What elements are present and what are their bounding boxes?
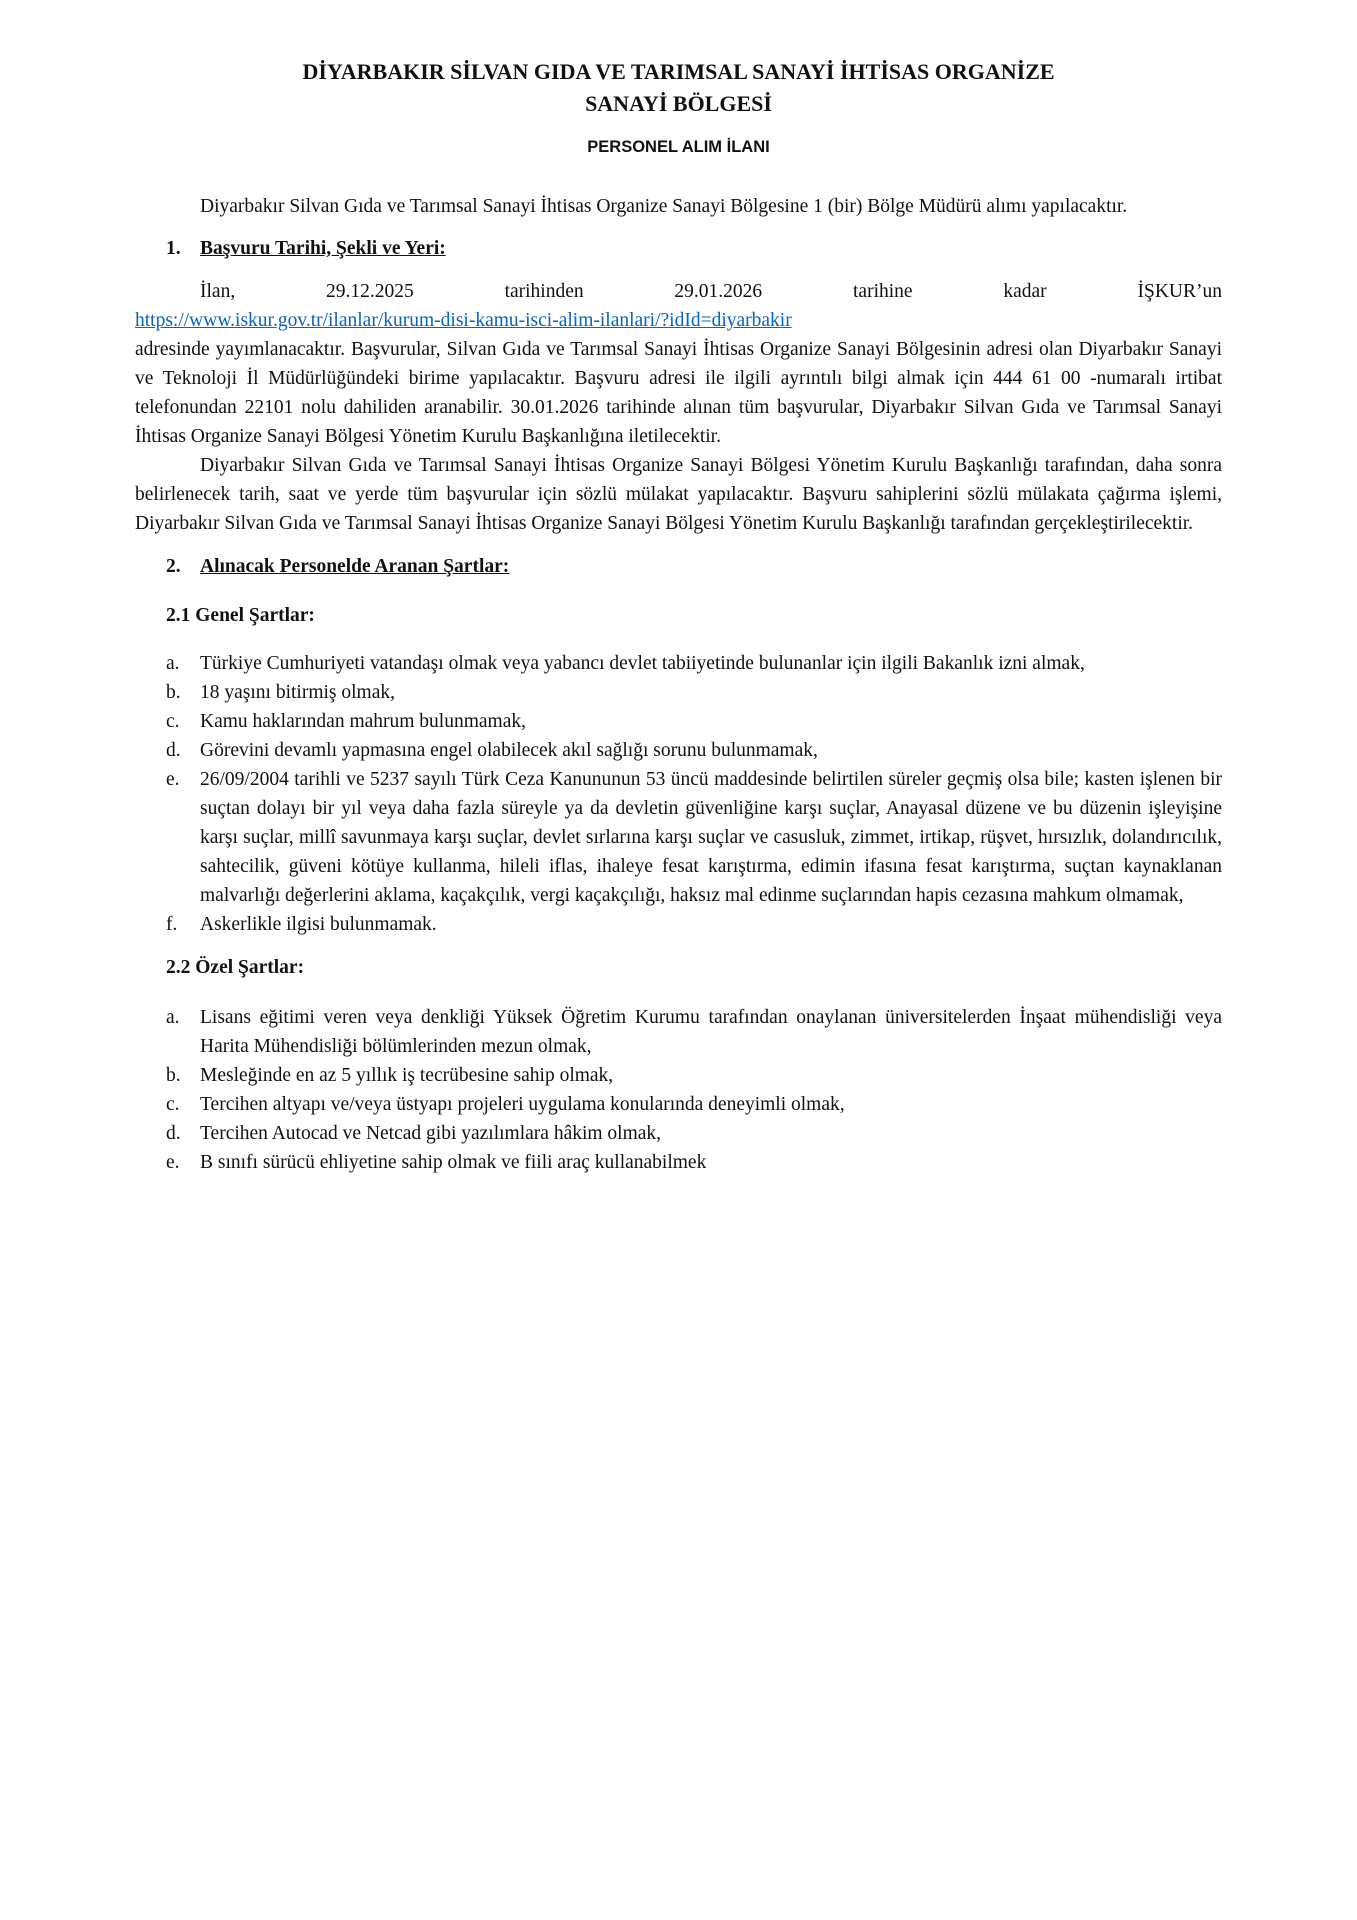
- list-item: [166, 765, 1222, 910]
- list-item-marker: b.: [166, 682, 181, 703]
- list-item-text: Tercihen Autocad ve Netcad gibi yazılımlara hâkim olmak,: [200, 1123, 662, 1144]
- subsection-2-1-heading: 2.1 Genel Şartlar:: [166, 605, 315, 626]
- section-1-heading: [166, 234, 1222, 263]
- list-item-text: Askerlikle ilgisi bulunmamak.: [200, 914, 437, 935]
- list-item: [166, 1148, 1222, 1177]
- section-2-title: Alınacak Personelde Aranan Şartlar:: [200, 556, 510, 577]
- list-item-text: Kamu haklarından mahrum bulunmamak,: [200, 711, 526, 732]
- subsection-2-2-heading: 2.2 Özel Şartlar:: [166, 957, 305, 978]
- list-item-text: 18 yaşını bitirmiş olmak,: [200, 682, 395, 703]
- paragraph-text-after-link: adresinde yayımlanacaktır. Başvurular, Silvan Gıda ve Tarımsal Sanayi İhtisas Organize Sanayi Bölgesinin adresi olan Diyarbakır Sanayi ve Teknoloji İl Müdürlüğündeki birime yapılacaktır. Başvuru adresi ile ilgili ayrıntılı bilgi almak için 444 61 00 -numaralı irtibat telefonundan 22101 nolu dahiliden aranabilir. 30.01.2026 tarihinde alınan tüm başvurular, Diyarbakır Silvan Gıda ve Tarımsal Sanayi İhtisas Organize Sanayi Bölgesi Yönetim Kurulu Başkanlığına iletilecektir.: [135, 339, 1222, 447]
- iskur-hyperlink[interactable]: https://www.iskur.gov.tr/ilanlar/kurum-disi-kamu-isci-alim-ilanlari/?idId=diyarbakir: [135, 310, 792, 331]
- list-item: [166, 910, 1222, 939]
- list-item-marker: a.: [166, 1007, 180, 1028]
- list-item-text: 26/09/2004 tarihli ve 5237 sayılı Türk Ceza Kanununun 53 üncü maddesinde belirtilen süreler geçmiş olsa bile; kasten işlenen bir suçtan dolayı bir yıl veya daha fazla süreyle ya da devletin güvenliğine karşı suçlar, Anayasal düzene ve bu düzenin işleyişine karşı suçlar, millî savunmaya karşı suçlar, devlet sırlarına karşı suçlar ve casusluk, zimmet, irtikap, rüşvet, hırsızlık, dolandırıcılık, sahtecilik, güveni kötüye kullanma, hileli iflas, ihaleye fesat karıştırma, edimin ifasına fesat karıştırma, suçtan kaynaklanan malvarlığı değerlerini aklama, kaçakçılık, vergi kaçakçılığı, haksız mal edinme suçlarından hapis cezasına mahkum olmamak,: [200, 769, 1222, 906]
- list-item-text: Türkiye Cumhuriyeti vatandaşı olmak veya yabancı devlet tabiiyetinde bulunanlar için ilgili Bakanlık izni almak,: [200, 653, 1085, 674]
- document-title: [135, 56, 1222, 120]
- intro-paragraph: Diyarbakır Silvan Gıda ve Tarımsal Sanayi İhtisas Organize Sanayi Bölgesine 1 (bir) Bölge Müdürü alımı yapılacaktır.: [200, 196, 1128, 217]
- general-conditions-list: [166, 649, 1222, 939]
- list-item: [166, 1003, 1222, 1061]
- special-conditions-list: [166, 1003, 1222, 1177]
- list-item-text: Lisans eğitimi veren veya denkliği Yüksek Öğretim Kurumu tarafından onaylanan üniversitelerden İnşaat mühendisliği veya Harita Mühendisliği bölümlerinden mezun olmak,: [200, 1007, 1222, 1057]
- list-item-marker: e.: [166, 1152, 180, 1173]
- list-item-marker: b.: [166, 1065, 181, 1086]
- list-item: [166, 649, 1222, 678]
- list-item-text: Görevini devamlı yapmasına engel olabilecek akıl sağlığı sorunu bulunmamak,: [200, 740, 818, 761]
- document-subtitle: PERSONEL ALIM İLANI: [587, 138, 770, 156]
- list-item-marker: d.: [166, 1123, 181, 1144]
- section-1-title: Başvuru Tarihi, Şekli ve Yeri:: [200, 238, 446, 259]
- document-title-line-1: DİYARBAKIR SİLVAN GIDA VE TARIMSAL SANAYİ İHTİSAS ORGANİZE: [302, 59, 1055, 84]
- list-item-marker: e.: [166, 769, 180, 790]
- list-item-marker: f.: [166, 914, 178, 935]
- section-1-paragraph-2: Diyarbakır Silvan Gıda ve Tarımsal Sanayi İhtisas Organize Sanayi Bölgesi Yönetim Kurulu Başkanlığı tarafından, daha sonra belirlenecek tarih, saat ve yerde tüm başvurular için sözlü mülakat yapılacaktır. Başvuru sahiplerini sözlü mülakata çağırma işlemi, Diyarbakır Silvan Gıda ve Tarımsal Sanayi İhtisas Organize Sanayi Bölgesi Yönetim Kurulu Başkanlığı tarafından gerçekleştirilecektir.: [135, 455, 1222, 534]
- list-item: [166, 1119, 1222, 1148]
- section-1-paragraph-1: [135, 277, 1222, 451]
- list-item: [166, 678, 1222, 707]
- list-item: [166, 736, 1222, 765]
- section-1-number: 1.: [166, 238, 181, 259]
- list-item: [166, 707, 1222, 736]
- document-title-line-2: SANAYİ BÖLGESİ: [585, 91, 772, 116]
- list-item-text: Mesleğinde en az 5 yıllık iş tecrübesine sahip olmak,: [200, 1065, 614, 1086]
- section-2-number: 2.: [166, 556, 181, 577]
- list-item-marker: c.: [166, 711, 180, 732]
- list-item: [166, 1061, 1222, 1090]
- section-2-heading: [166, 552, 1222, 581]
- list-item-text: B sınıfı sürücü ehliyetine sahip olmak ve fiili araç kullanabilmek: [200, 1152, 707, 1173]
- paragraph-text-before-link: İlan, 29.12.2025 tarihinden 29.01.2026 tarihine kadar İŞKUR’un: [200, 281, 1222, 302]
- list-item-text: Tercihen altyapı ve/veya üstyapı projeleri uygulama konularında deneyimli olmak,: [200, 1094, 845, 1115]
- list-item-marker: c.: [166, 1094, 180, 1115]
- list-item-marker: d.: [166, 740, 181, 761]
- list-item: [166, 1090, 1222, 1119]
- list-item-marker: a.: [166, 653, 180, 674]
